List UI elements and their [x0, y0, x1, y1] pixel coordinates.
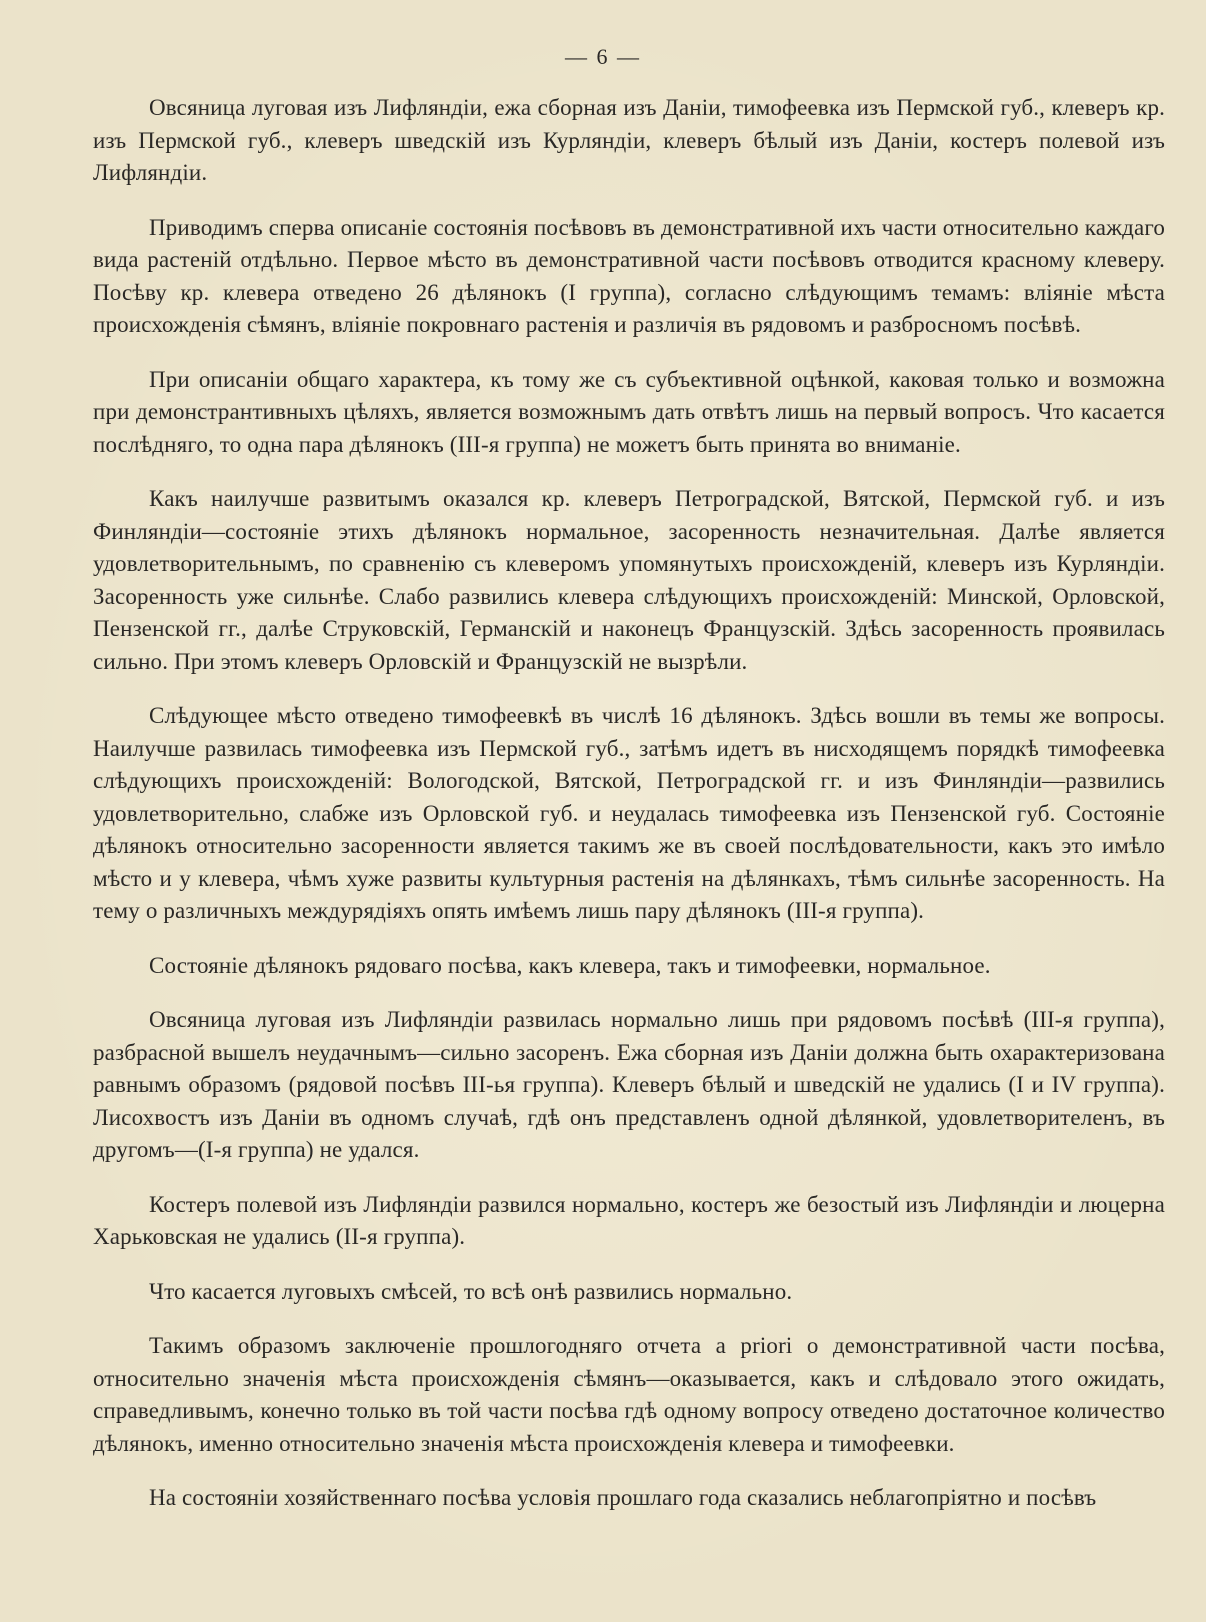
paragraph: Приводимъ сперва описаніе состоянія посѣвовъ въ демонстративной ихъ части относительно каждаго вида растеній отдѣльно. Первое мѣсто въ демонстративной части посѣвовъ отводится красному клеверу. Посѣву кр. клевера отведено 26 дѣлянокъ (I группа), согласно слѣдующимъ темамъ: вліяніе мѣста происхожденія сѣмянъ, вліяніе покровнаго растенія и различія въ рядовомъ и разбросномъ посѣвѣ.	[93, 214, 1165, 337]
paragraph: Костеръ полевой изъ Лифляндіи развился нормально, костеръ же безостый изъ Лифляндіи и люцерна Харьковская не удались (II-я группа).	[93, 1191, 1165, 1249]
paragraph: При описаніи общаго характера, къ тому же съ субъективной оцѣнкой, каковая только и возможна при демонстрантивныхъ цѣляхъ, является возможнымъ дать отвѣтъ лишь на первый вопросъ. Что касается послѣдняго, то одна пара дѣлянокъ (III-я группа) не можетъ быть принята во вниманіе.	[93, 366, 1165, 457]
paragraph: На состояніи хозяйственнаго посѣва условія прошлаго года сказались неблагопріятно и посѣвъ	[149, 1485, 1097, 1510]
paragraph: Какъ наилучше развитымъ оказался кр. клеверъ Петроградской, Вятской, Пермской губ. и изъ Финляндіи—состояніе этихъ дѣлянокъ нормальное, засоренность незначительная. Далѣе является удовлетворительнымъ, по сравненію съ клеверомъ упомянутыхъ происхожденій, клеверъ изъ Курляндіи. Засоренность уже сильнѣе. Слабо развились клевера слѣдующихъ происхожденій: Минской, Орловской, Пензенской гг., далѣе Струковскій, Германскій и наконецъ Французскій. Здѣсь засоренность проявилась сильно. При этомъ клеверъ Орловскій и Французскій не вызрѣли.	[93, 486, 1165, 674]
body-text	[93, 92, 1165, 1515]
paragraph: Овсяница луговая изъ Лифляндіи развилась нормально лишь при рядовомъ посѣвѣ (III-я группа), разбрасной вышелъ неудачнымъ—сильно засоренъ. Ежа сборная изъ Даніи должна быть охарактеризована равнымъ образомъ (рядовой посѣвъ III-ья группа). Клеверъ бѣлый и шведскій не удались (I и IV группа). Лисохвостъ изъ Даніи въ одномъ случаѣ, гдѣ онъ представленъ одной дѣлянкой, удовлетворителенъ, въ другомъ—(I-я группа) не удался.	[93, 1007, 1165, 1162]
paragraph: Овсяница луговая изъ Лифляндіи, ежа сборная изъ Даніи, тимофеевка изъ Пермской губ., клеверъ кр. изъ Пермской губ., клеверъ шведскій изъ Курляндіи, клеверъ бѣлый изъ Даніи, костеръ полевой изъ Лифляндіи.	[93, 95, 1165, 185]
paragraph: Такимъ образомъ заключеніе прошлогодняго отчета a priori о демонстративной части посѣва, относительно значенія мѣста происхожденія сѣмянъ—оказывается, какъ и слѣдовало этого ожидать, справедливымъ, конечно только въ той части посѣва гдѣ одному вопросу отведено достаточное количество дѣлянокъ, именно относительно значенія мѣста происхожденія клевера и тимофеевки.	[93, 1333, 1165, 1456]
paragraph: Состояніе дѣлянокъ рядоваго посѣва, какъ клевера, такъ и тимофеевки, нормальное.	[149, 952, 991, 978]
paragraph: Слѣдующее мѣсто отведено тимофеевкѣ въ числѣ 16 дѣлянокъ. Здѣсь вошли въ темы же вопросы. Наилучше развилась тимофеевка изъ Пермской губ., затѣмъ идетъ въ нисходящемъ порядкѣ тимофеевка слѣдующихъ происхожденій: Вологодской, Вятской, Петроградской гг. и изъ Финляндіи—развились удовлетворительно, слабже изъ Орловской губ. и неудалась тимофеевка изъ Пензенской губ. Состояніе дѣлянокъ относительно засоренности является такимъ же въ своей послѣдовательности, какъ это имѣло мѣсто и у клевера, чѣмъ хуже развиты культурныя растенія на дѣлянкахъ, тѣмъ сильнѣе засоренность. На тему о различныхъ междурядіяхъ опять имѣемъ лишь пару дѣлянокъ (III-я группа).	[93, 703, 1165, 923]
page-number: — 6 —	[565, 44, 641, 69]
paragraph: Что касается луговыхъ смѣсей, то всѣ онѣ развились нормально.	[149, 1278, 793, 1304]
